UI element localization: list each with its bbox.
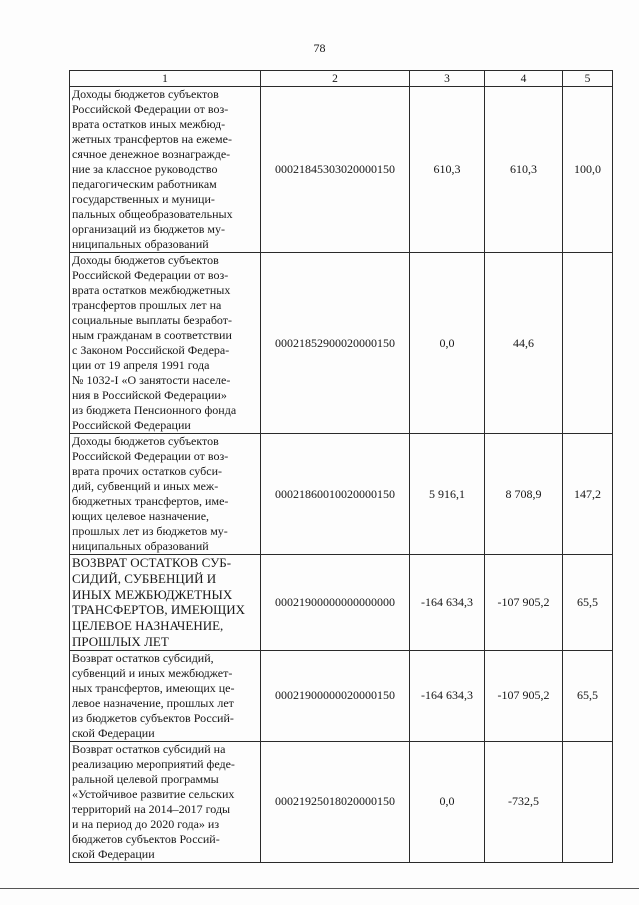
column-header-5: 5 (563, 71, 613, 87)
row-col5-value (563, 741, 613, 862)
row-col5-value: 65,5 (563, 555, 613, 651)
description-line: ниципальных образований (72, 237, 209, 251)
table-row (70, 87, 613, 253)
description-line: педагогическим работникам (72, 177, 217, 191)
description-line: ние за классное руководство (72, 162, 218, 176)
row-col4-value: 44,6 (485, 253, 563, 434)
table-row (70, 741, 613, 862)
column-header-1: 1 (70, 71, 261, 87)
description-line: субвенций и иных межбюджет- (72, 665, 233, 680)
description-line: ным гражданам в соответствии (72, 328, 232, 342)
description-line: ТРАНСФЕРТОВ, ИМЕЮЩИХ (72, 602, 246, 618)
description-line: государственных и муници- (72, 192, 215, 206)
description-line: бюджетных трансфертов, име- (72, 494, 229, 508)
description-line: ции от 19 апреля 1991 года (72, 358, 210, 372)
description-line: Возврат остатков субсидий на (72, 741, 226, 756)
row-col3-value: -164 634,3 (410, 555, 485, 651)
description-line: врата прочих остатков субси- (72, 464, 222, 478)
description-line: левое назначение, прошлых лет (72, 695, 234, 710)
row-description (70, 741, 261, 862)
table-header-row (70, 71, 613, 87)
description-line: и на период до 2020 года» из (72, 816, 220, 831)
description-line: прошлых лет из бюджетов му- (72, 524, 228, 538)
description-line: с Законом Российской Федера- (72, 343, 230, 357)
description-line: ВОЗВРАТ ОСТАТКОВ СУБ- (72, 555, 232, 570)
row-col4-value: 8 708,9 (485, 434, 563, 555)
description-line: ральной целевой программы (72, 771, 219, 786)
row-budget-code: 00021925018020000150 (261, 741, 410, 862)
row-description (70, 253, 261, 434)
description-line: ПРОШЛЫХ ЛЕТ (72, 633, 169, 649)
row-budget-code: 00021860010020000150 (261, 434, 410, 555)
column-header-2: 2 (261, 71, 410, 87)
description-line: бюджетов субъектов Россий- (72, 831, 220, 846)
description-line: территорий на 2014–2017 годы (72, 801, 231, 816)
description-line: ИНЫХ МЕЖБЮДЖЕТНЫХ (72, 586, 233, 602)
row-budget-code: 00021900000000000000 (261, 555, 410, 651)
description-line: из бюджета Пенсионного фонда (72, 403, 237, 417)
scan-edge-line (0, 888, 639, 889)
table-row (70, 253, 613, 434)
column-header-3: 3 (410, 71, 485, 87)
description-line: реализацию мероприятий феде- (72, 756, 235, 771)
row-budget-code: 00021845303020000150 (261, 87, 410, 253)
description-line: социальные выплаты безработ- (72, 313, 233, 327)
table-row (70, 555, 613, 651)
row-description (70, 555, 261, 651)
row-col5-value: 147,2 (563, 434, 613, 555)
row-col3-value: 0,0 (410, 741, 485, 862)
description-line: ЦЕЛЕВОЕ НАЗНАЧЕНИЕ, (72, 618, 224, 634)
budget-table (69, 70, 613, 863)
description-line: Российской Федерации (72, 418, 191, 432)
description-line: Российской Федерации от воз- (72, 102, 229, 116)
row-col4-value: -107 905,2 (485, 650, 563, 741)
description-line: пальных общеобразовательных (72, 207, 233, 221)
description-line: жетных трансфертов на ежеме- (72, 132, 232, 146)
row-col5-value: 100,0 (563, 87, 613, 253)
table-row (70, 434, 613, 555)
description-line: ниципальных образований (72, 539, 209, 553)
description-line: трансфертов прошлых лет на (72, 298, 222, 312)
row-col5-value (563, 253, 613, 434)
row-col4-value: 610,3 (485, 87, 563, 253)
row-col5-value: 65,5 (563, 650, 613, 741)
description-line: СИДИЙ, СУБВЕНЦИЙ И (72, 570, 217, 586)
row-description (70, 434, 261, 555)
description-line: Доходы бюджетов субъектов (72, 434, 219, 448)
description-line: врата остатков иных межбюд- (72, 117, 226, 131)
row-col3-value: 5 916,1 (410, 434, 485, 555)
description-line: Доходы бюджетов субъектов (72, 87, 219, 101)
description-line: сячное денежное вознагражде- (72, 147, 231, 161)
description-line: № 1032-I «О занятости населе- (72, 373, 231, 387)
description-line: Российской Федерации от воз- (72, 268, 229, 282)
column-header-4: 4 (485, 71, 563, 87)
description-line: из бюджетов субъектов Россий- (72, 710, 234, 725)
description-line: «Устойчивое развитие сельских (72, 786, 235, 801)
row-description (70, 87, 261, 253)
row-col3-value: 610,3 (410, 87, 485, 253)
description-line: ской Федерации (72, 725, 155, 740)
description-line: врата остатков межбюджетных (72, 283, 231, 297)
row-col4-value: -732,5 (485, 741, 563, 862)
row-col4-value: -107 905,2 (485, 555, 563, 651)
description-line: ющих целевое назначение, (72, 509, 210, 523)
row-description (70, 650, 261, 741)
row-budget-code: 00021900000020000150 (261, 650, 410, 741)
description-line: Российской Федерации от воз- (72, 449, 229, 463)
table-row (70, 650, 613, 741)
description-line: ния в Российской Федерации» (72, 388, 227, 402)
description-line: Доходы бюджетов субъектов (72, 253, 219, 267)
description-line: дий, субвенций и иных меж- (72, 479, 219, 493)
description-line: ных трансфертов, имеющих це- (72, 680, 235, 695)
description-line: организаций из бюджетов му- (72, 222, 225, 236)
table-body (70, 87, 613, 863)
page-number: 78 (313, 41, 326, 55)
row-col3-value: -164 634,3 (410, 650, 485, 741)
row-budget-code: 00021852900020000150 (261, 253, 410, 434)
description-line: Возврат остатков субсидий, (72, 650, 214, 665)
description-line: ской Федерации (72, 846, 155, 861)
row-col3-value: 0,0 (410, 253, 485, 434)
